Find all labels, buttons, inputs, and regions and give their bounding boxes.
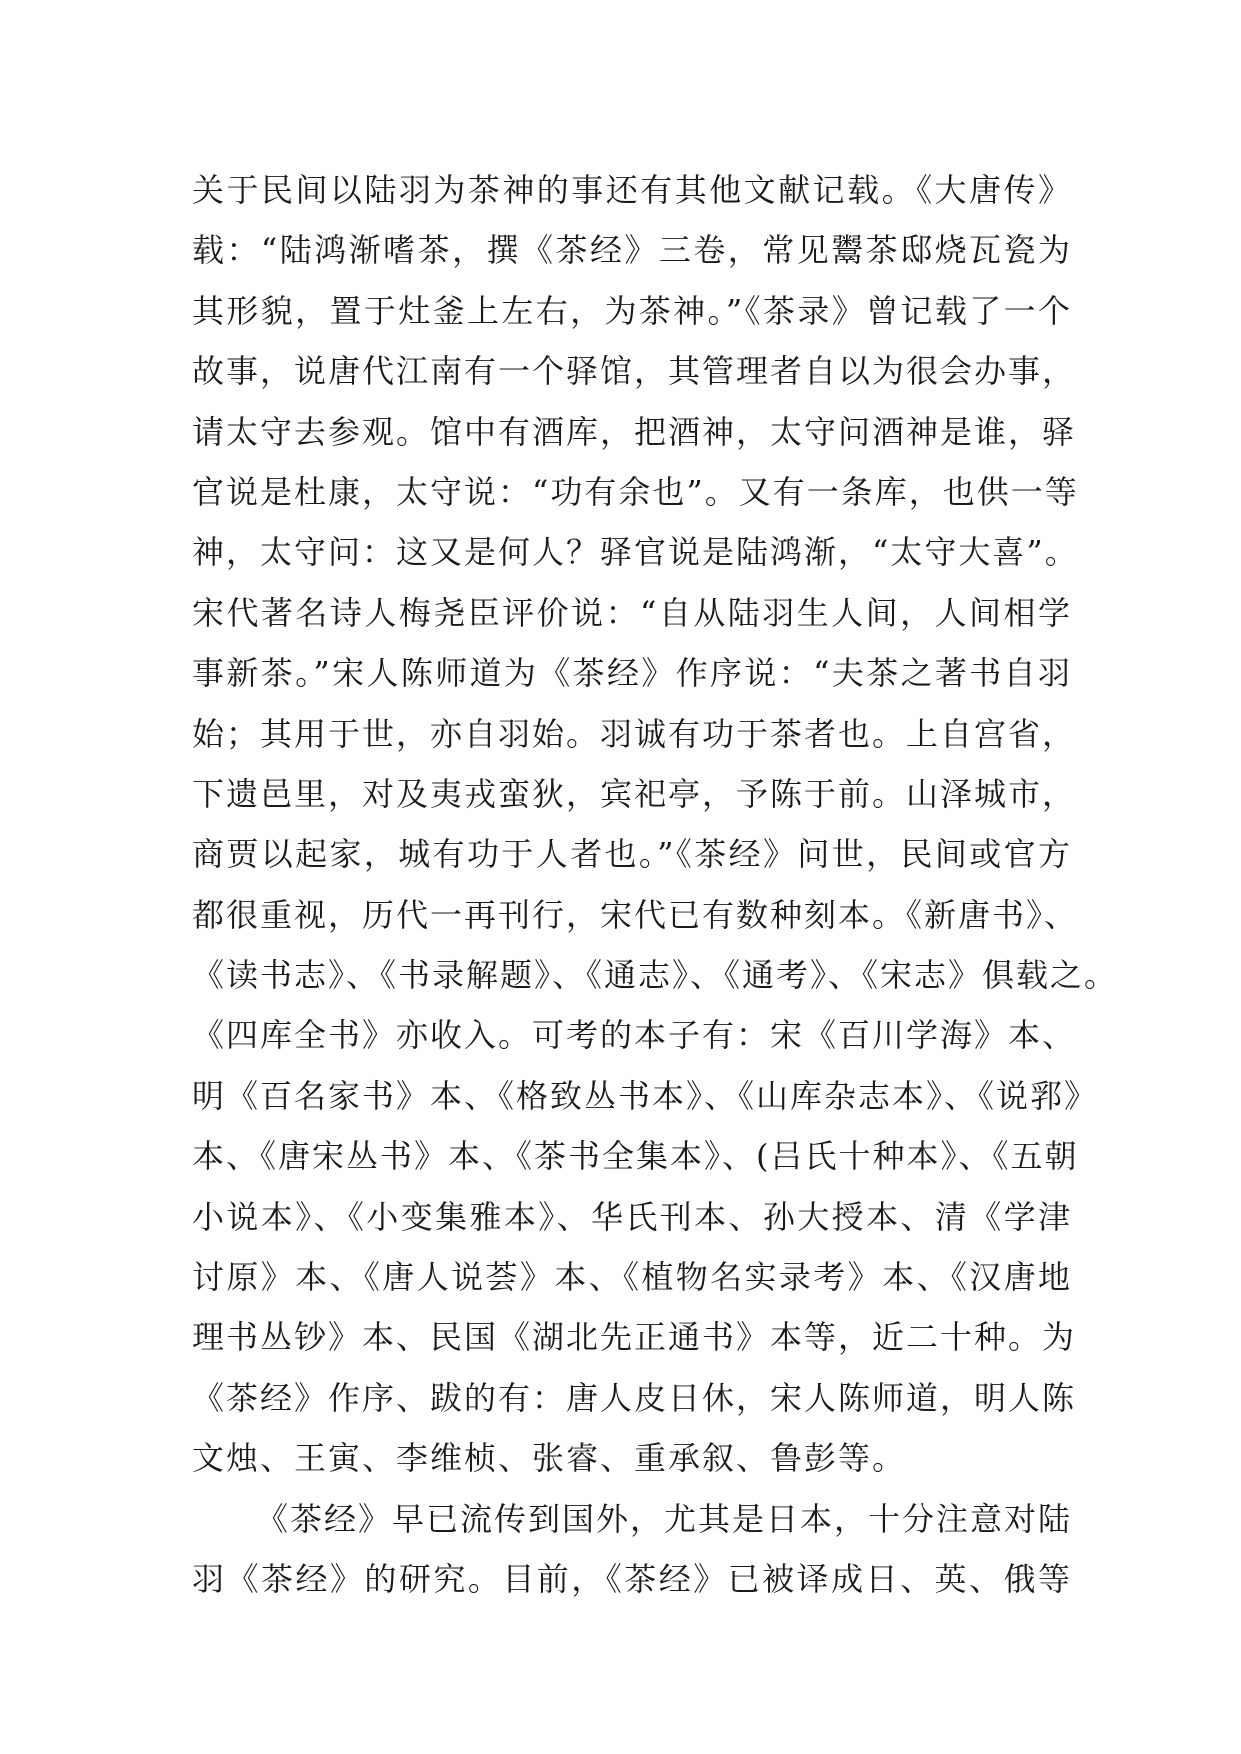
text-line: 《茶经》早已流传到国外，尤其是日本，十分注意对陆 xyxy=(256,1499,1073,1538)
text-line: 其形貌，置于灶釜上左右，为茶神。”《茶录》曾记载了一个 xyxy=(192,291,1072,330)
text-line: 宋代著名诗人梅尧臣评价说：“自从陆羽生人间，人间相学 xyxy=(192,593,1072,632)
text-line: 《四库全书》亦收入。可考的本子有：宋《百川学海》本、 xyxy=(192,1016,1077,1055)
text-line: 《读书志》、《书录解题》、《通志》、《通考》、《宋志》俱载之。 xyxy=(192,956,1119,995)
text-line: 下遗邑里，对及夷戎蛮狄，宾祀亭，予陈于前。山泽城市， xyxy=(192,774,1077,813)
text-line: 载：“陆鸿渐嗜茶，撰《茶经》三卷，常见鬻茶邸烧瓦瓷为 xyxy=(192,231,1072,270)
text-line: 本、《唐宋丛书》本、《茶书全集本》、(吕氏十种本》、《五朝 xyxy=(192,1137,1079,1176)
text-line: 《茶经》作序、跋的有：唐人皮日休，宋人陈师道，明人陈 xyxy=(192,1378,1077,1417)
text-line: 神，太守问：这又是何人？驿官说是陆鸿渐，“太守大喜”。 xyxy=(192,533,1079,572)
paragraph-2 xyxy=(192,1489,1072,1610)
body-text xyxy=(192,160,1119,1609)
paragraph-1 xyxy=(192,160,1119,1489)
text-line: 都很重视，历代一再刊行，宋代已有数种刻本。《新唐书》、 xyxy=(192,895,1079,934)
text-line: 理书丛钞》本、民国《湖北先正通书》本等，近二十种。为 xyxy=(192,1318,1077,1357)
text-line: 故事，说唐代江南有一个驿馆，其管理者自以为很会办事， xyxy=(192,352,1077,391)
text-line: 请太守去参观。馆中有酒库，把酒神，太守问酒神是谁，驿 xyxy=(192,412,1077,451)
text-line: 关于民间以陆羽为茶神的事还有其他文献记载。《大唐传》 xyxy=(192,171,1072,209)
text-line: 事新茶。”宋人陈师道为《茶经》作序说：“夫茶之著书自羽 xyxy=(192,654,1072,693)
text-line: 文烛、王寅、李维桢、张睿、重承叙、鲁彭等。 xyxy=(192,1439,907,1478)
text-line: 商贾以起家，城有功于人者也。”《茶经》问世，民间或官方 xyxy=(192,835,1072,874)
text-line: 官说是杜康，太守说：“功有余也”。又有一条库，也供一等 xyxy=(192,472,1079,511)
text-line: 明《百名家书》本、《格致丛书本》、《山库杂志本》、《说郛》 xyxy=(192,1076,1099,1115)
text-line: 始；其用于世，亦自羽始。羽诚有功于茶者也。上自宫省， xyxy=(192,714,1077,753)
text-line: 小说本》、《小变集雅本》、华氏刊本、孙大授本、清《学津 xyxy=(192,1197,1072,1236)
text-line: 讨原》本、《唐人说荟》本、《植物名实录考》本、《汉唐地 xyxy=(192,1258,1072,1297)
text-line: 羽《茶经》的研究。目前，《茶经》已被译成日、英、俄等 xyxy=(192,1559,1072,1598)
